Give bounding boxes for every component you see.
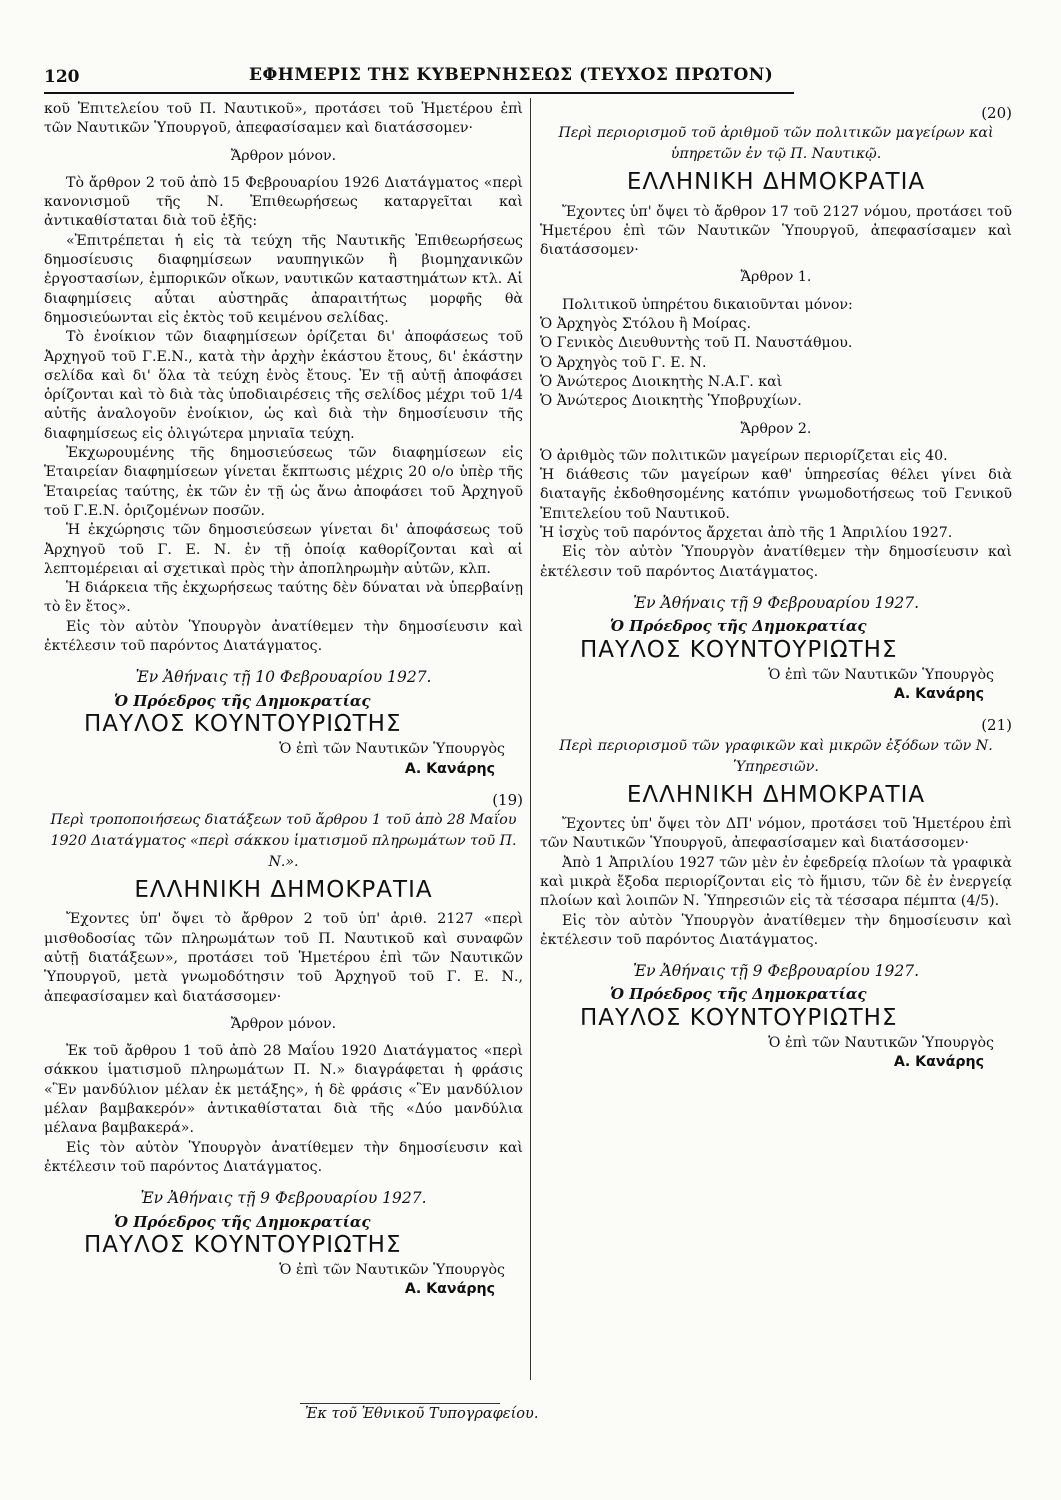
paragraph: Ἡ διάρκεια τῆς ἐκχωρήσεως ταύτης δὲν δύναται νὰ ὑπερβαίνῃ τὸ ἓν ἔτος». — [44, 580, 523, 616]
paragraph: Εἰς τὸν αὐτὸν Ὑπουργὸν ἀνατίθεμεν τὴν δημοσίευσιν καὶ ἐκτέλεσιν τοῦ παρόντος Διατάγματος. — [540, 912, 1012, 948]
minister-name: Α. Κανάρης — [893, 1054, 984, 1071]
paragraph: Πολιτικοῦ ὑπηρέτου δικαιοῦνται μόνον: — [562, 296, 853, 313]
minister-name: Α. Κανάρης — [893, 686, 984, 703]
republic-heading: ΕΛΛΗΝΙΚΗ ΔΗΜΟΚΡΑΤΙΑ — [626, 169, 926, 196]
decree-date: Ἐν Ἀθήναις τῇ 10 Φεβρουαρίου 1927. — [135, 668, 432, 687]
president-name: ΠΑΥΛΟΣ ΚΟΥΝΤΟΥΡΙΩΤΗΣ — [84, 1231, 402, 1258]
paragraph: Εἰς τὸν αὐτὸν Ὑπουργὸν ἀνατίθεμεν τὴν δημοσίευσιν καὶ ἐκτέλεσιν τοῦ παρόντος Διατάγματος. — [540, 544, 1012, 580]
page-header — [44, 62, 794, 94]
decree-preamble: Ἔχοντες ὑπ' ὄψει τὸ ἄρθρον 17 τοῦ 2127 νόμου, προτάσει τοῦ Ἡμετέρου ἐπὶ τῶν Ναυτικῶν Ὑπουργοῦ, ἀπεφασίσαμεν καὶ διατάσσομεν· — [540, 203, 1012, 259]
president-name: ΠΑΥΛΟΣ ΚΟΥΝΤΟΥΡΙΩΤΗΣ — [580, 1004, 898, 1031]
president-title: Ὁ Πρόεδρος τῆς Δημοκρατίας — [610, 985, 867, 1004]
left-column — [44, 100, 523, 1312]
paragraph: Ἐκχωρουμένης τῆς δημοσιεύσεως τῶν διαφημίσεων εἰς Ἑταιρείαν διαφημίσεων γίνεται ἔκπτωσις μέχρις 20 ο/ο ὑπὲρ τῆς Ἑταιρείας ταύτης, ἐκ τῶν ἐν τῇ ὡς ἄνω ἀποφάσει τοῦ Ἀρχηγοῦ τοῦ Γ.Ε.Ν. ὁριζομένων ποσῶν. — [44, 445, 523, 519]
decree-subject: Περὶ περιορισμοῦ τῶν γραφικῶν καὶ μικρῶν ἐξόδων τῶν Ν. Ὑπηρεσιῶν. — [559, 737, 993, 775]
decree-date: Ἐν Ἀθήναις τῇ 9 Φεβρουαρίου 1927. — [632, 593, 920, 612]
decree-date: Ἐν Ἀθήναις τῇ 9 Φεβρουαρίου 1927. — [632, 962, 920, 981]
minister-title: Ὁ ἐπὶ τῶν Ναυτικῶν Ὑπουργὸς — [768, 1034, 994, 1051]
president-name: ΠΑΥΛΟΣ ΚΟΥΝΤΟΥΡΙΩΤΗΣ — [84, 710, 402, 737]
minister-title: Ὁ ἐπὶ τῶν Ναυτικῶν Ὑπουργὸς — [279, 741, 505, 758]
paragraph: Τὸ ἐνοίκιον τῶν διαφημίσεων ὁρίζεται δι' ἀποφάσεως τοῦ Ἀρχηγοῦ τοῦ Γ.Ε.Ν., κατὰ τὴν ἀρχὴν ἑκάστου ἔτους, δι' ἑκάστην σελίδα καὶ δι' ὅλα τὰ τεύχη ἑνὸς ἔτους. Ἐν τῇ αὐτῇ ἀποφάσει ὁρίζονται καὶ τὸ διὰ τὰς ὑποδιαιρέσεις τῆς σελίδος μέχρι τοῦ 1/4 αὐτῆς ἀναλογοῦν ἐνοίκιον, ὡς καὶ διὰ τὴν δημοσίευσιν τῆς διαφημίσεως εἰς ὀλιγώτερα μηνιαῖα τεύχη. — [44, 329, 523, 442]
page-number: 120 — [44, 67, 80, 87]
minister-name: Α. Κανάρης — [404, 1281, 495, 1298]
republic-heading: ΕΛΛΗΝΙΚΗ ΔΗΜΟΚΡΑΤΙΑ — [134, 877, 433, 904]
list-item: Ὁ Ἀνώτερος Διοικητὴς Ν.Α.Γ. καὶ — [540, 373, 783, 390]
minister-title: Ὁ ἐπὶ τῶν Ναυτικῶν Ὑπουργὸς — [279, 1262, 505, 1279]
list-item: Ὁ Ἀρχηγὸς Στόλου ἢ Μοίρας. — [540, 316, 751, 333]
decree-preamble: Ἔχοντες ὑπ' ὄψει τὸ ἄρθρον 2 τοῦ ὑπ' ἀριθ. 2127 «περὶ μισθοδοσίας τῶν πληρωμάτων τοῦ Π. Ναυτικοῦ καὶ συναφῶν αὐτῇ διατάξεων», προτάσει τοῦ Ἡμετέρου ἐπὶ τῶν Ναυτικῶν Ὑπουργοῦ, μετὰ γνωμοδότησιν τοῦ Ἀρχηγοῦ τοῦ Γ. Ε. Ν., ἀπεφασίσαμεν καὶ διατάσσομεν· — [44, 911, 523, 1005]
president-title: Ὁ Πρόεδρος τῆς Δημοκρατίας — [114, 691, 371, 710]
decree-number: (19) — [492, 790, 523, 809]
printer-footer: Ἐκ τοῦ Ἐθνικοῦ Τυπογραφείου. — [305, 1406, 539, 1422]
paragraph: «Ἐπιτρέπεται ἡ εἰς τὰ τεύχη τῆς Ναυτικῆς Ἐπιθεωρήσεως δημοσίευσις διαφημίσεων ναυπηγικῶν ἢ βιομηχανικῶν ἐργοστασίων, ἐμπορικῶν οἴκων, ναυτικῶν καταστημάτων κτλ. Αἱ διαφημίσεις αὗται αὐστηρᾶς ἀπαραιτήτως μορφῆς θὰ δημοσιεύωνται εἰς ἐκτὸς τοῦ κειμένου σελίδας. — [44, 232, 523, 326]
gazette-title: ΕΦΗΜΕΡΙΣ ΤΗΣ ΚΥΒΕΡΝΗΣΕΩΣ (ΤΕΥΧΟΣ ΠΡΩΤΟΝ) — [249, 65, 774, 85]
decree-preamble: Ἔχοντες ὑπ' ὄψει τὸν ΔΠ' νόμον, προτάσει τοῦ Ἡμετέρου ἐπὶ τῶν Ναυτικῶν Ὑπουργοῦ, ἀπεφασίσαμεν καὶ διατάσσομεν· — [540, 816, 1012, 852]
paragraph: Ἡ διάθεσις τῶν μαγείρων καθ' ὑπηρεσίας θέλει γίνει διὰ διαταγῆς ἐκδοθησομένης κατόπιν γνωμοδοτήσεως τοῦ Γενικοῦ Ἐπιτελείου τοῦ Ναυτικοῦ. — [540, 467, 1012, 522]
decree-18-preamble: κοῦ Ἐπιτελείου τοῦ Π. Ναυτικοῦ», προτάσει τοῦ Ἡμετέρου ἐπὶ τῶν Ναυτικῶν Ὑπουργοῦ, ἀπεφασίσαμεν καὶ διατάσσομεν· — [44, 101, 523, 137]
paragraph: Ἡ ἰσχὺς τοῦ παρόντος ἄρχεται ἀπὸ τῆς 1 Ἀπριλίου 1927. — [540, 525, 953, 542]
article-heading: Ἄρθρον μόνον. — [230, 1015, 337, 1032]
decree-date: Ἐν Ἀθήναις τῇ 9 Φεβρουαρίου 1927. — [140, 1189, 427, 1208]
article-heading: Ἄρθρον 1. — [740, 269, 812, 286]
paragraph: Εἰς τὸν αὐτὸν Ὑπουργὸν ἀνατίθεμεν τὴν δημοσίευσιν καὶ ἐκτέλεσιν τοῦ παρόντος Διατάγματος. — [44, 1139, 523, 1175]
right-column — [540, 100, 1012, 1085]
decree-subject: Περὶ τροποποιήσεως διατάξεων τοῦ ἄρθρου 1 τοῦ ἀπὸ 28 Μαΐου 1920 Διατάγματος «περὶ σάκκου ἱματισμοῦ πληρωμάτων τοῦ Π. Ν.». — [50, 812, 517, 871]
decree-number: (20) — [981, 104, 1012, 122]
paragraph: Ἐκ τοῦ ἄρθρου 1 τοῦ ἀπὸ 28 Μαΐου 1920 Διατάγματος «περὶ σάκκου ἱματισμοῦ πληρωμάτων Π. Ν.» διαγράφεται ἡ φράσις «Ἓν μανδύλιον μέλαν ἐκ μετάξης», ἡ δὲ φράσις «Ἓν μανδύλιον μέλαν βαμβακερόν» ἀντικαθίσταται διὰ τῆς «Δύο μανδύλια μέλανα βαμβακερά». — [44, 1043, 523, 1137]
list-item: Ὁ Ἀνώτερος Διοικητὴς Ὑποβρυχίων. — [540, 393, 802, 410]
president-title: Ὁ Πρόεδρος τῆς Δημοκρατίας — [610, 617, 867, 636]
paragraph: Ὁ ἀριθμὸς τῶν πολιτικῶν μαγείρων περιορίζεται εἰς 40. — [540, 447, 948, 464]
column-divider — [530, 98, 531, 1380]
list-item: Ὁ Γενικὸς Διευθυντὴς τοῦ Π. Ναυστάθμου. — [540, 335, 853, 352]
president-name: ΠΑΥΛΟΣ ΚΟΥΝΤΟΥΡΙΩΤΗΣ — [580, 636, 898, 663]
paragraph: Τὸ ἄρθρον 2 τοῦ ἀπὸ 15 Φεβρουαρίου 1926 Διατάγματος «περὶ κανονισμοῦ τῆς Ν. Ἐπιθεωρήσεως καταργεῖται καὶ ἀντικαθίσταται διὰ τοῦ ἑξῆς: — [44, 174, 523, 230]
minister-name: Α. Κανάρης — [404, 760, 495, 777]
article-heading: Ἄρθρον 2. — [740, 420, 812, 437]
decree-subject: Περὶ περιορισμοῦ τοῦ ἀριθμοῦ τῶν πολιτικῶν μαγείρων καὶ ὑπηρετῶν ἐν τῷ Π. Ναυτικῷ. — [558, 125, 994, 163]
minister-title: Ὁ ἐπὶ τῶν Ναυτικῶν Ὑπουργὸς — [768, 666, 994, 683]
republic-heading: ΕΛΛΗΝΙΚΗ ΔΗΜΟΚΡΑΤΙΑ — [626, 781, 926, 808]
article-heading: Ἄρθρον μόνον. — [230, 147, 337, 164]
footer-rule — [300, 1403, 500, 1404]
list-item: Ὁ Ἀρχηγὸς τοῦ Γ. Ε. Ν. — [540, 354, 707, 371]
paragraph: Ἀπὸ 1 Ἀπριλίου 1927 τῶν μὲν ἐν ἐφεδρείᾳ πλοίων τὰ γραφικὰ καὶ μικρὰ ἔξοδα περιορίζονται εἰς τὸ ἥμισυ, τῶν δὲ ἐν ἐνεργείᾳ πλοίων καὶ λοιπῶν Ν. Ὑπηρεσιῶν εἰς τὰ τέσσαρα πέμπτα (4/5). — [540, 854, 1012, 910]
president-title: Ὁ Πρόεδρος τῆς Δημοκρατίας — [114, 1212, 371, 1231]
decree-number: (21) — [981, 716, 1012, 735]
paragraph: Ἡ ἐκχώρησις τῶν δημοσιεύσεων γίνεται δι' ἀποφάσεως τοῦ Ἀρχηγοῦ τοῦ Γ. Ε. Ν. ἐν τῇ ὁποίᾳ καθορίζονται καὶ αἱ λεπτομέρειαι αἱ σχετικαὶ πρὸς τὴν ἀποπληρωμὴν αὐτῶν, κλπ. — [44, 522, 523, 577]
paragraph: Εἰς τὸν αὐτὸν Ὑπουργὸν ἀνατίθεμεν τὴν δημοσίευσιν καὶ ἐκτέλεσιν τοῦ παρόντος Διατάγματος. — [44, 618, 523, 655]
